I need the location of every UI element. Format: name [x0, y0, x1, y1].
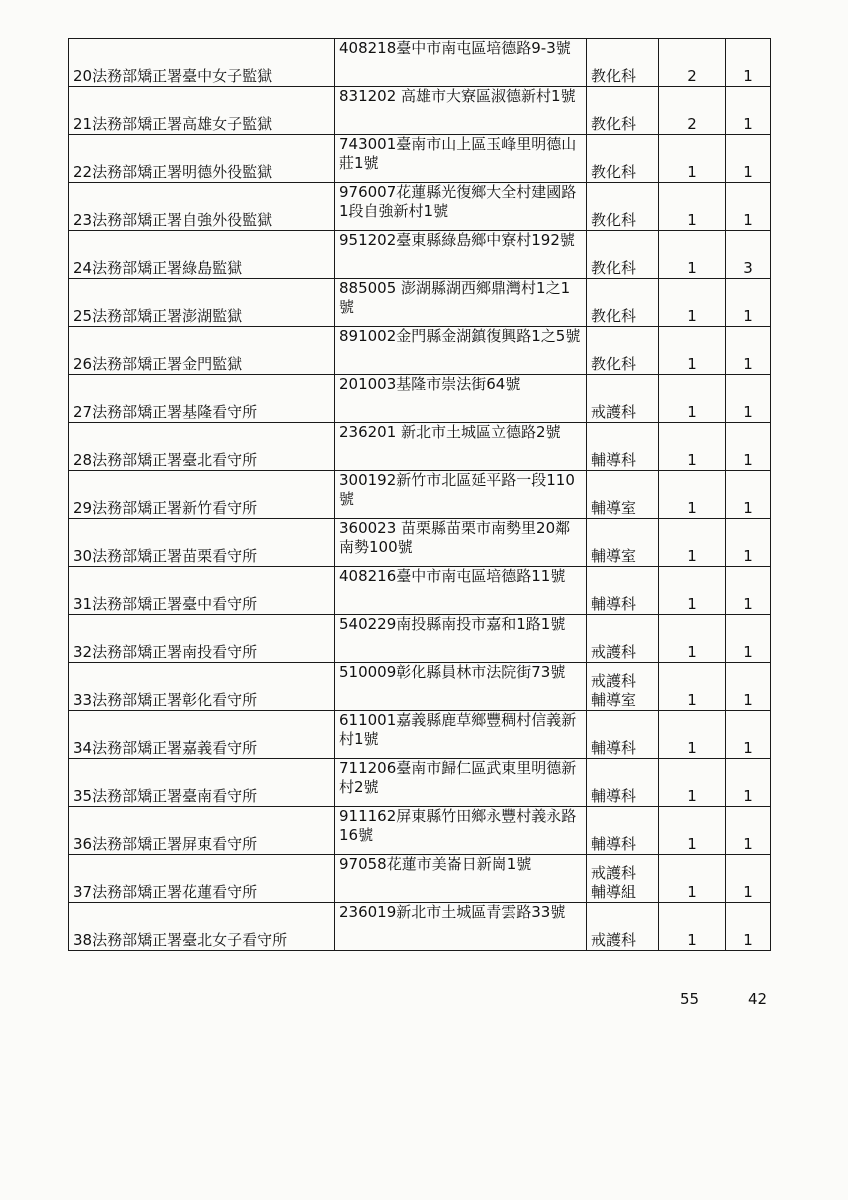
- table-row: [69, 87, 771, 135]
- facility-name-cell: [69, 567, 335, 615]
- facility-name: 法務部矯正署綠島監獄: [92, 259, 243, 277]
- count-b-cell: 1: [726, 87, 771, 135]
- department-label: 輔導室: [591, 547, 637, 565]
- count-b-cell: 1: [726, 615, 771, 663]
- address-cell: 976007花蓮縣光復鄉大全村建國路1段自強新村1號: [335, 183, 587, 231]
- count-a-cell: 1: [659, 231, 726, 279]
- row-number: 20: [73, 67, 93, 85]
- table-row: [69, 135, 771, 183]
- count-a-cell: 1: [659, 327, 726, 375]
- department-label: 輔導科: [591, 835, 637, 853]
- count-b-cell: 1: [726, 855, 771, 903]
- table-row: [69, 375, 771, 423]
- department-cell: [587, 567, 659, 615]
- total-a: 55: [680, 990, 700, 1008]
- facility-name-cell: [69, 663, 335, 711]
- count-a-cell: 2: [659, 39, 726, 87]
- department-label: 戒護科: [591, 672, 637, 690]
- department-label-secondary: 輔導室: [591, 691, 637, 709]
- facility-name-cell: [69, 711, 335, 759]
- department-label: 戒護科: [591, 864, 637, 882]
- table-row: [69, 183, 771, 231]
- row-number: 22: [73, 163, 93, 181]
- table-row: [69, 759, 771, 807]
- row-number: 37: [73, 883, 93, 901]
- facility-name-cell: [69, 615, 335, 663]
- facility-name: 法務部矯正署南投看守所: [92, 643, 258, 661]
- count-b-cell: 1: [726, 135, 771, 183]
- facility-name-cell: [69, 87, 335, 135]
- department-label: 教化科: [591, 259, 637, 277]
- address-cell: 885005 澎湖縣湖西鄉鼎灣村1之1號: [335, 279, 587, 327]
- count-b-cell: 1: [726, 903, 771, 951]
- facility-name: 法務部矯正署澎湖監獄: [92, 307, 243, 325]
- row-number: 32: [73, 643, 93, 661]
- count-b-cell: 1: [726, 663, 771, 711]
- row-number: 30: [73, 547, 93, 565]
- address-cell: 201003基隆市崇法街64號: [335, 375, 587, 423]
- department-cell: [587, 87, 659, 135]
- count-a-cell: 1: [659, 183, 726, 231]
- facility-name: 法務部矯正署臺中看守所: [92, 595, 258, 613]
- facility-name-cell: [69, 39, 335, 87]
- count-b-cell: 1: [726, 375, 771, 423]
- address-cell: 236019新北市土城區青雲路33號: [335, 903, 587, 951]
- row-number: 25: [73, 307, 93, 325]
- address-cell: 540229南投縣南投市嘉和1路1號: [335, 615, 587, 663]
- facility-name-cell: [69, 807, 335, 855]
- facility-name: 法務部矯正署嘉義看守所: [92, 739, 258, 757]
- department-cell: [587, 327, 659, 375]
- address-cell: 408218臺中市南屯區培德路9-3號: [335, 39, 587, 87]
- department-cell: [587, 423, 659, 471]
- facility-name-cell: [69, 423, 335, 471]
- department-label: 教化科: [591, 307, 637, 325]
- row-number: 31: [73, 595, 93, 613]
- facility-name-cell: [69, 471, 335, 519]
- table-row: [69, 711, 771, 759]
- row-number: 27: [73, 403, 93, 421]
- row-number: 35: [73, 787, 93, 805]
- facility-name: 法務部矯正署臺中女子監獄: [92, 67, 273, 85]
- facility-name: 法務部矯正署花蓮看守所: [92, 883, 258, 901]
- department-cell: [587, 903, 659, 951]
- department-label: 輔導科: [591, 451, 637, 469]
- address-cell: 611001嘉義縣鹿草鄉豐稠村信義新村1號: [335, 711, 587, 759]
- count-a-cell: 1: [659, 615, 726, 663]
- count-b-cell: 1: [726, 39, 771, 87]
- facility-name-cell: [69, 183, 335, 231]
- table-row: [69, 519, 771, 567]
- facility-name: 法務部矯正署彰化看守所: [92, 691, 258, 709]
- department-cell: [587, 279, 659, 327]
- department-label: 教化科: [591, 211, 637, 229]
- department-cell: [587, 759, 659, 807]
- count-b-cell: 3: [726, 231, 771, 279]
- address-cell: 97058花蓮市美崙日新崗1號: [335, 855, 587, 903]
- row-number: 29: [73, 499, 93, 517]
- facility-name: 法務部矯正署臺北看守所: [92, 451, 258, 469]
- address-cell: 236201 新北市土城區立德路2號: [335, 423, 587, 471]
- department-cell: [587, 135, 659, 183]
- total-b: 42: [748, 990, 768, 1008]
- facility-name-cell: [69, 231, 335, 279]
- address-cell: 408216臺中市南屯區培德路11號: [335, 567, 587, 615]
- facility-table: [68, 38, 771, 951]
- count-a-cell: 1: [659, 663, 726, 711]
- row-number: 34: [73, 739, 93, 757]
- count-a-cell: 1: [659, 279, 726, 327]
- department-label: 教化科: [591, 163, 637, 181]
- department-label-secondary: 輔導組: [591, 883, 637, 901]
- count-a-cell: 1: [659, 135, 726, 183]
- department-cell: [587, 519, 659, 567]
- department-label: 輔導科: [591, 739, 637, 757]
- address-cell: 510009彰化縣員林市法院街73號: [335, 663, 587, 711]
- facility-name-cell: [69, 759, 335, 807]
- facility-name-cell: [69, 279, 335, 327]
- row-number: 33: [73, 691, 93, 709]
- department-label: 輔導科: [591, 595, 637, 613]
- row-number: 28: [73, 451, 93, 469]
- row-number: 24: [73, 259, 93, 277]
- count-a-cell: 1: [659, 567, 726, 615]
- department-cell: [587, 39, 659, 87]
- facility-name-cell: [69, 375, 335, 423]
- facility-name-cell: [69, 903, 335, 951]
- count-a-cell: 1: [659, 519, 726, 567]
- department-label: 輔導科: [591, 787, 637, 805]
- facility-name: 法務部矯正署臺南看守所: [92, 787, 258, 805]
- count-b-cell: 1: [726, 807, 771, 855]
- count-b-cell: 1: [726, 471, 771, 519]
- row-number: 23: [73, 211, 93, 229]
- table-row: [69, 807, 771, 855]
- facility-name: 法務部矯正署苗栗看守所: [92, 547, 258, 565]
- count-a-cell: 1: [659, 471, 726, 519]
- department-label: 教化科: [591, 355, 637, 373]
- facility-name: 法務部矯正署臺北女子看守所: [92, 931, 288, 949]
- facility-name: 法務部矯正署基隆看守所: [92, 403, 258, 421]
- count-b-cell: 1: [726, 327, 771, 375]
- count-b-cell: 1: [726, 519, 771, 567]
- department-cell: [587, 663, 659, 711]
- count-a-cell: 1: [659, 807, 726, 855]
- facility-name: 法務部矯正署屏東看守所: [92, 835, 258, 853]
- address-cell: 360023 苗栗縣苗栗市南勢里20鄰南勢100號: [335, 519, 587, 567]
- count-b-cell: 1: [726, 759, 771, 807]
- count-b-cell: 1: [726, 567, 771, 615]
- address-cell: 891002金門縣金湖鎮復興路1之5號: [335, 327, 587, 375]
- address-cell: 711206臺南市歸仁區武東里明德新村2號: [335, 759, 587, 807]
- count-a-cell: 1: [659, 855, 726, 903]
- address-cell: 831202 高雄市大寮區淑德新村1號: [335, 87, 587, 135]
- department-label: 教化科: [591, 115, 637, 133]
- table-row: [69, 903, 771, 951]
- count-a-cell: 1: [659, 711, 726, 759]
- table-row: [69, 423, 771, 471]
- table-row: [69, 855, 771, 903]
- table-row: [69, 39, 771, 87]
- facility-name-cell: [69, 135, 335, 183]
- address-cell: 911162屏東縣竹田鄉永豐村義永路16號: [335, 807, 587, 855]
- table-row: [69, 231, 771, 279]
- department-cell: [587, 855, 659, 903]
- facility-name: 法務部矯正署金門監獄: [92, 355, 243, 373]
- address-cell: 743001臺南市山上區玉峰里明德山莊1號: [335, 135, 587, 183]
- facility-name-cell: [69, 327, 335, 375]
- table-body: [69, 39, 771, 951]
- department-cell: [587, 615, 659, 663]
- department-cell: [587, 711, 659, 759]
- table-row: [69, 615, 771, 663]
- address-cell: 300192新竹市北區延平路一段110號: [335, 471, 587, 519]
- count-a-cell: 1: [659, 903, 726, 951]
- department-cell: [587, 471, 659, 519]
- count-b-cell: 1: [726, 423, 771, 471]
- table-row: [69, 663, 771, 711]
- table-row: [69, 327, 771, 375]
- row-number: 36: [73, 835, 93, 853]
- address-cell: 951202臺東縣綠島鄉中寮村192號: [335, 231, 587, 279]
- department-label: 教化科: [591, 67, 637, 85]
- facility-name: 法務部矯正署高雄女子監獄: [92, 115, 273, 133]
- department-label: 戒護科: [591, 403, 637, 421]
- count-a-cell: 1: [659, 375, 726, 423]
- facility-name: 法務部矯正署新竹看守所: [92, 499, 258, 517]
- department-cell: [587, 807, 659, 855]
- department-label: 輔導室: [591, 499, 637, 517]
- row-number: 26: [73, 355, 93, 373]
- count-a-cell: 1: [659, 759, 726, 807]
- facility-name-cell: [69, 519, 335, 567]
- count-a-cell: 1: [659, 423, 726, 471]
- department-label: 戒護科: [591, 643, 637, 661]
- table-row: [69, 471, 771, 519]
- department-cell: [587, 183, 659, 231]
- facility-name-cell: [69, 855, 335, 903]
- count-a-cell: 2: [659, 87, 726, 135]
- department-cell: [587, 375, 659, 423]
- department-cell: [587, 231, 659, 279]
- facility-name: 法務部矯正署自強外役監獄: [92, 211, 273, 229]
- count-b-cell: 1: [726, 183, 771, 231]
- count-b-cell: 1: [726, 279, 771, 327]
- table-row: [69, 279, 771, 327]
- department-label: 戒護科: [591, 931, 637, 949]
- row-number: 21: [73, 115, 93, 133]
- row-number: 38: [73, 931, 93, 949]
- count-b-cell: 1: [726, 711, 771, 759]
- table-row: [69, 567, 771, 615]
- facility-name: 法務部矯正署明德外役監獄: [92, 163, 273, 181]
